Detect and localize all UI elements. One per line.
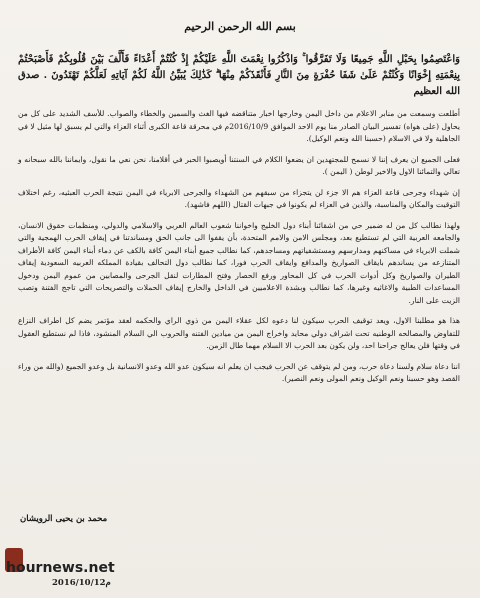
- paragraph-5: هذا هو مطلبنا الاول، ويعد توقيف الحرب سيكون لنا دعوه لكل عقلاء اليمن من ذوي الراي والحكمه لعقد مؤتمر يضم كل اطراف النزاع للتفاوض والمصالحه الوطنيه تحت اشراف دولي محايد واخراج اليمن من ميادين الفتنه والحروب الي السلام المنشود، فاذا لم نستطيع العقول في وقتها فلن يعالج جراحنا احد، ولن يكون بعد الحرب الا السلام مهما طال الزمن.: [18, 316, 460, 350]
- site-watermark: hournews.net: [6, 560, 115, 576]
- signature-name: محمد بن يحيى الرويشان: [20, 514, 108, 524]
- basmala-heading: بسم الله الرحمن الرحيم: [184, 20, 296, 33]
- paragraph-6: اننا دعاة سلام ولسنا دعاة حرب، ومن لم يتوقف عن الحرب فيجب ان يعلم انه سيكون عدو الله وعدو الانسانية بل وعدو الجميع (والله من وراء القصد وهو حسبنا ونعم الوكيل ونعم المولى ونعم النصير).: [18, 361, 460, 383]
- paragraph-3: إن شهداء وجرحى قاعة العزاء هم الا جزء لن يتجزاء من سبقهم من الشهداء والجرحى الابرياء في اليمن نتيجة الحرب العبثيه، رغم اختلاف التوقيت والمكان والمناسبة، والذين في العزاء لم يكونوا في جبهات القتال (اللهم فاشهد).: [18, 187, 460, 209]
- paragraph-4: ولهذا نطالب كل من له ضمير حي من اشقائنا أبناء دول الخليج واخواننا شعوب العالم العربي والاسلامي والدولي، ومنظمات حقوق الانسان، والجامعه العربية التي لم تستطيع بعد، ومجلس الامن والامم المتحدة، بأن يقفوا الى جانب الحق ومساندتنا في إيقاف الحرب الهمجية والتي شملت الابرياء في مساكنهم ومدارسهم ومستشفياتهم ومساجدهم، كما نطالب جميع أبناء اليمن كافة بالكف عن دماء أبناء اليمن كافة الأطراف المتنازعه من يساندهم بايقاف الصواريخ والمدافع وايقاف الحرب فورا، كما نطالب دول التحالف بقيادة المملكه العربيه السعودية إيقاف الطيران والصواريخ وكل أدوات الحرب في كل المحاور ورفع الحصار وفتح المطارات لنقل الجرحى والمصابين من عموم اليمن ودخول المساعدات الطبية والاغاثيه وغيرها، كما نطالب وبشدة الاعلاميين في الداخل والخارج إيقاف الحملات والتصريحات التي تاجج الفتنة وتصب الزيت على النار.: [18, 220, 460, 305]
- paragraph-1: أطلعت وسمعت من منابر الاعلام من داخل اليمن وخارجها اخبار متناقضه فيها الغث والسمين والخطاء والصواب. للأسف الشديد على كل من يحاول (على هواه) تفسير البيان الصادر منا يوم الاحد الموافق 2016/10/9م في محرقة قاعة الكبرى أثناء العزاء والتي لم يسبق لها مثيل لا في الجاهلية ولا في الاسلام (حسبنا الله ونعم الوكيل).: [18, 109, 460, 143]
- quran-verse: وَاعْتَصِمُوا بِحَبْلِ اللَّهِ جَمِيعًا وَلَا تَفَرَّقُوا ۚ وَاذْكُرُوا نِعْمَتَ اللَّهِ عَلَيْكُمْ إِذْ كُنْتُمْ أَعْدَاءً فَأَلَّفَ بَيْنَ قُلُوبِكُمْ فَأَصْبَحْتُمْ بِنِعْمَتِهِ إِخْوَانًا وَكُنْتُمْ عَلَىٰ شَفَا حُفْرَةٍ مِنَ النَّارِ فَأَنْقَذَكُمْ مِنْهَا ۗ كَذَٰلِكَ يُبَيِّنُ اللَّهُ لَكُمْ آيَاتِهِ لَعَلَّكُمْ تَهْتَدُونَ . صدق الله العظيم: [18, 54, 460, 97]
- document-body: [18, 52, 460, 394]
- paragraph-2: فعلى الجميع ان يعرف إننا لا نسمح للمجتهدين ان يضعوا الكلام في السنتنا أويصبوا الحبر في أقلامنا، نحن نعي ما نقول، وايماننا بالله سبحانه و تعالي والتمائنا الاول والاخير لوطن ( اليمن ).: [18, 154, 460, 176]
- document-date: 2016/10/12م: [52, 578, 111, 588]
